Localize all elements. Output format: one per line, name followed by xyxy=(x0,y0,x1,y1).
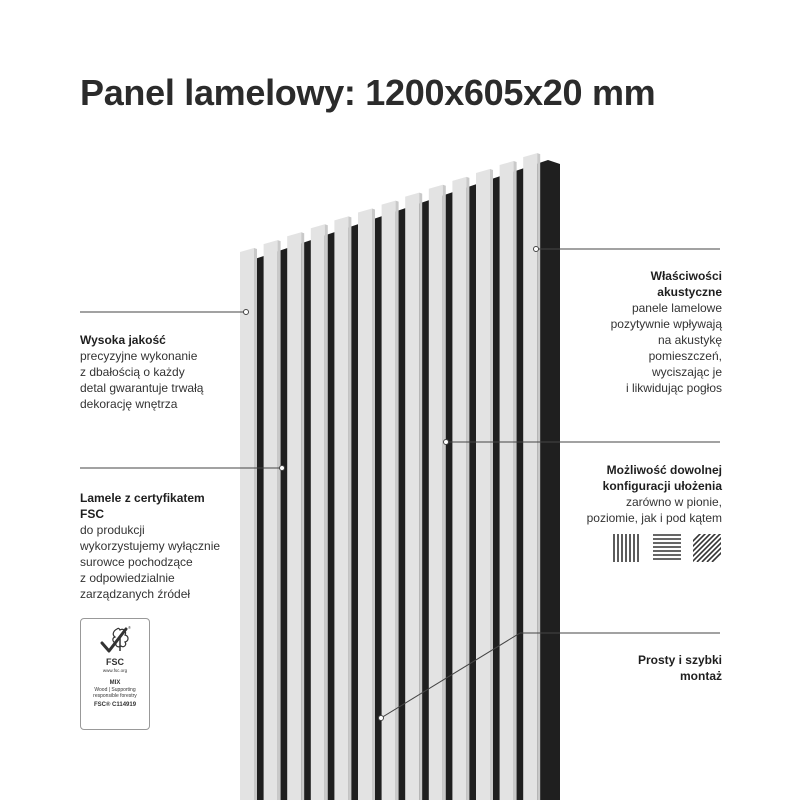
slat-side xyxy=(419,193,422,800)
slat-side xyxy=(301,232,304,800)
slat xyxy=(358,208,372,800)
callout-dot xyxy=(534,247,539,252)
fsc-mix: MIX xyxy=(109,680,121,686)
slat xyxy=(476,169,490,800)
callout-dot xyxy=(280,466,285,471)
horizontal-stripes-icon xyxy=(652,533,682,563)
callout-dot xyxy=(379,716,384,721)
feature-mounting xyxy=(638,652,722,684)
slat xyxy=(452,177,466,800)
feature-fsc-line: z odpowiedzialnie xyxy=(80,571,175,585)
feature-fsc-line: do produkcji xyxy=(80,523,145,537)
feature-config-line: poziomie, jak i pod kątem xyxy=(586,511,722,525)
feature-config-heading: Możliwość dowolnej xyxy=(606,463,722,477)
feature-quality-line: detal gwarantuje trwałą xyxy=(80,381,204,395)
page-title: Panel lamelowy: 1200x605x20 mm xyxy=(80,72,656,113)
fsc-certificate-label xyxy=(80,618,150,730)
slat xyxy=(264,240,278,800)
slat-side xyxy=(254,248,257,800)
slat xyxy=(334,216,348,800)
feature-config-heading: konfiguracji ułożenia xyxy=(602,479,722,493)
fsc-url: www.fsc.org xyxy=(102,668,128,673)
slat-side xyxy=(348,216,351,800)
slat xyxy=(429,185,443,800)
feature-acoustic-line: i likwidując pogłos xyxy=(625,381,722,395)
feature-fsc-heading: Lamele z certyfikatem xyxy=(80,491,205,505)
feature-acoustic-line: pozytywnie wpływają xyxy=(610,317,722,331)
feature-quality-line: precyzyjne wykonanie xyxy=(80,349,198,363)
feature-config xyxy=(587,462,722,526)
callout-dot xyxy=(244,310,249,315)
slat-side xyxy=(514,161,517,800)
slat xyxy=(500,161,514,800)
feature-quality-line: z dbałością o każdy xyxy=(80,365,185,379)
fsc-logo-text: FSC xyxy=(106,657,124,667)
slat-side xyxy=(278,240,281,800)
fsc-desc: Wood | Supporting xyxy=(94,687,136,693)
slat-side xyxy=(372,208,375,800)
fsc-code: FSC® C114919 xyxy=(93,702,137,708)
slat xyxy=(287,232,301,800)
feature-mounting-heading: Prosty i szybki xyxy=(637,653,722,667)
feature-quality-heading: Wysoka jakość xyxy=(80,333,166,347)
feature-fsc-line: wykorzystujemy wyłącznie xyxy=(80,539,221,553)
layout-patterns xyxy=(612,533,722,563)
feature-fsc-line: surowce pochodzące xyxy=(80,555,193,569)
feature-fsc xyxy=(80,490,220,602)
feature-fsc-line: zarządzanych źródeł xyxy=(80,587,191,601)
feature-mounting-heading: montaż xyxy=(680,669,722,683)
feature-acoustic-line: panele lamelowe xyxy=(631,301,722,315)
slat xyxy=(240,248,254,800)
feature-fsc-heading: FSC xyxy=(80,507,104,521)
feature-acoustic-line: wyciszając je xyxy=(651,365,722,379)
fsc-tree-checkmark-icon xyxy=(81,623,149,658)
feature-quality-line: dekorację wnętrza xyxy=(80,397,178,411)
slat-side xyxy=(443,185,446,800)
callout-dot xyxy=(444,440,449,445)
feature-config-line: zarówno w pionie, xyxy=(625,495,722,509)
vertical-stripes-icon xyxy=(612,533,642,563)
feature-quality xyxy=(80,332,203,412)
slat-side xyxy=(466,177,469,800)
slat-side xyxy=(490,169,493,800)
slat xyxy=(311,224,325,800)
slat-side xyxy=(325,224,328,800)
feature-acoustic-line: na akustykę xyxy=(657,333,722,347)
feature-acoustic-heading: akustyczne xyxy=(657,285,722,299)
fsc-desc: responsible forestry xyxy=(93,693,137,699)
feature-acoustic-heading: Właściwości xyxy=(650,269,722,283)
slat-side xyxy=(396,201,399,800)
feature-acoustic xyxy=(611,268,722,396)
slat xyxy=(405,193,419,800)
feature-acoustic-line: pomieszczeń, xyxy=(648,349,722,363)
diagonal-stripes-icon xyxy=(692,533,722,563)
svg-text:®: ® xyxy=(128,625,131,630)
